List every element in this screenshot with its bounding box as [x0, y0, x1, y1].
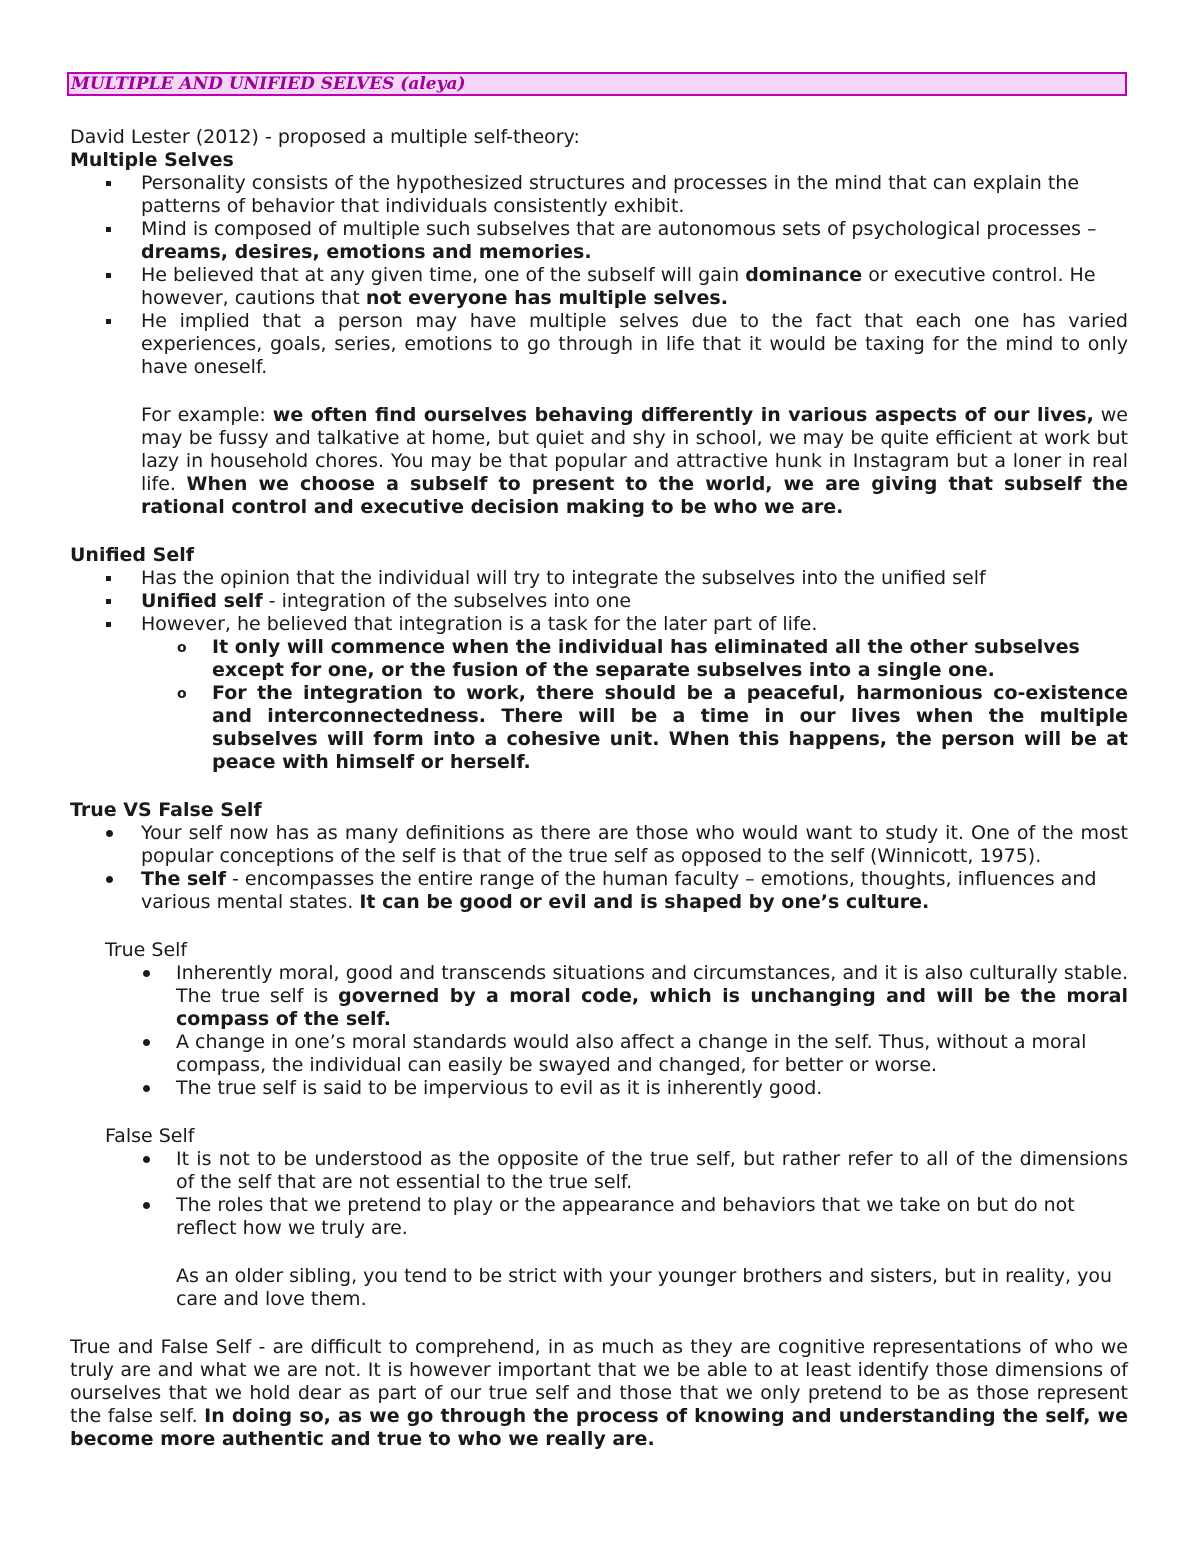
false-self-heading: False Self	[105, 1125, 195, 1147]
list-item	[70, 822, 1128, 868]
example-lead: For example:	[141, 404, 273, 426]
list-item	[70, 567, 1128, 590]
multiple-selves-list	[70, 172, 1128, 379]
list-item-text: It is not to be understood as the opposite of the true self, but rather refer to all of the dimensions of the self that are not essential to the true self.	[176, 1148, 1128, 1193]
list-item	[70, 613, 1128, 636]
true-vs-false-heading: True VS False Self	[70, 799, 262, 821]
list-item-bold: It can be good or evil and is shaped by one’s culture.	[359, 891, 930, 913]
false-self-list	[70, 1148, 1128, 1240]
list-item	[70, 962, 1128, 1031]
list-item-text: - integration of the subselves into one	[262, 590, 632, 612]
list-item-text: or executive control. He however, cautions that	[141, 264, 1096, 309]
sub-list-item: o For the integration to work, there should be a peaceful, harmonious co-existence and interconnectedness. There will be a time in our lives when the multiple subselves will form into a cohesive unit. When this happens, the person will be at peace with himself or herself.	[70, 682, 1128, 774]
list-item-text: Your self now has as many definitions as there are those who would want to study it. One of the most popular conceptions of the self is that of the true self as opposed to the self (Winnicott, 1975).	[141, 822, 1128, 867]
list-item-text: Mind is composed of multiple such subselves that are autonomous sets of psychological processes –	[141, 218, 1097, 240]
list-item	[70, 172, 1128, 218]
list-item	[70, 868, 1128, 914]
list-item	[70, 310, 1128, 379]
conclusion-paragraph	[70, 1336, 1128, 1451]
list-item-text: Personality consists of the hypothesized structures and processes in the mind that can explain the patterns of behavior that individuals consistently exhibit.	[141, 172, 1080, 217]
document-body	[70, 126, 1128, 1451]
unified-self-sublist	[70, 636, 1128, 774]
list-item-bold: Unified self	[141, 590, 263, 612]
unified-self-list	[70, 567, 1128, 636]
list-item	[70, 1077, 1128, 1100]
true-self-list	[70, 962, 1128, 1100]
list-item-bold: dreams, desires, emotions and memories.	[141, 241, 592, 263]
conclusion-text: True and False Self - are difficult to comprehend, in as much as they are cognitive representations of who we truly are and what we are not. It is however important that we be able to at least identify those dimensions of ourselves that we hold dear as part of our true self and those that we only pretend to be as those represent the false self.	[70, 1336, 1128, 1427]
list-item	[70, 590, 1128, 613]
list-item-text: Has the opinion that the individual will try to integrate the subselves into the unified self	[141, 567, 986, 589]
document-title: MULTIPLE AND UNIFIED SELVES (aleya)	[67, 72, 1127, 96]
list-item	[70, 1148, 1128, 1194]
unified-self-heading: Unified Self	[70, 544, 195, 566]
list-item	[70, 218, 1128, 264]
list-item-bold: not everyone has multiple selves.	[365, 287, 728, 309]
list-item-text: He believed that at any given time, one of the subself will gain	[141, 264, 746, 286]
true-vs-false-list	[70, 822, 1128, 914]
list-item-text: The roles that we pretend to play or the appearance and behaviors that we take on but do not reflect how we truly are.	[176, 1194, 1075, 1239]
multiple-selves-example	[70, 404, 1128, 519]
conclusion-bold: In doing so, as we go through the process of knowing and understanding the self, we become more authentic and true to who we really are.	[70, 1405, 1128, 1450]
list-item-text: However, he believed that integration is a task for the later part of life.	[141, 613, 818, 635]
list-item-bold: The self	[141, 868, 226, 890]
list-item	[70, 264, 1128, 310]
list-item-text: He implied that a person may have multiple selves due to the fact that each one has varied experiences, goals, series, emotions to go through in life that it would be taxing for the mind to only have oneself.	[141, 310, 1128, 378]
list-item-text: The true self is said to be impervious to evil as it is inherently good.	[176, 1077, 823, 1099]
list-item-bold: dominance	[745, 264, 863, 286]
list-item	[70, 1031, 1128, 1077]
intro-line: David Lester (2012) - proposed a multiple self-theory:	[70, 126, 580, 148]
list-item-text: - encompasses the entire range of the human faculty – emotions, thoughts, influences and various mental states.	[141, 868, 1097, 913]
example-bold: When we choose a subself to present to the world, we are giving that subself the rational control and executive decision making to be who we are.	[141, 473, 1129, 518]
list-item-text: Inherently moral, good and transcends situations and circumstances, and it is also culturally stable. The true self is	[176, 962, 1128, 1007]
list-item-text: A change in one’s moral standards would also affect a change in the self. Thus, without a moral compass, the individual can easily be swayed and changed, for better or worse.	[176, 1031, 1087, 1076]
list-item	[70, 1194, 1128, 1240]
sub-list-item: o It only will commence when the individual has eliminated all the other subselves except for one, or the fusion of the separate subselves into a single one.	[70, 636, 1128, 682]
example-bold: we often find ourselves behaving differently in various aspects of our lives,	[272, 404, 1094, 426]
true-self-heading: True Self	[105, 939, 188, 961]
multiple-selves-heading: Multiple Selves	[70, 149, 234, 171]
example-text: we may be fussy and talkative at home, but quiet and shy in school, we may be quite efficient at work but lazy in household chores. You may be that popular and attractive hunk in Instagram but a loner in real life.	[141, 404, 1128, 495]
false-self-example: As an older sibling, you tend to be strict with your younger brothers and sisters, but in reality, you care and love them.	[176, 1265, 1113, 1310]
list-item-bold: governed by a moral code, which is unchanging and will be the moral compass of the self.	[176, 985, 1128, 1030]
